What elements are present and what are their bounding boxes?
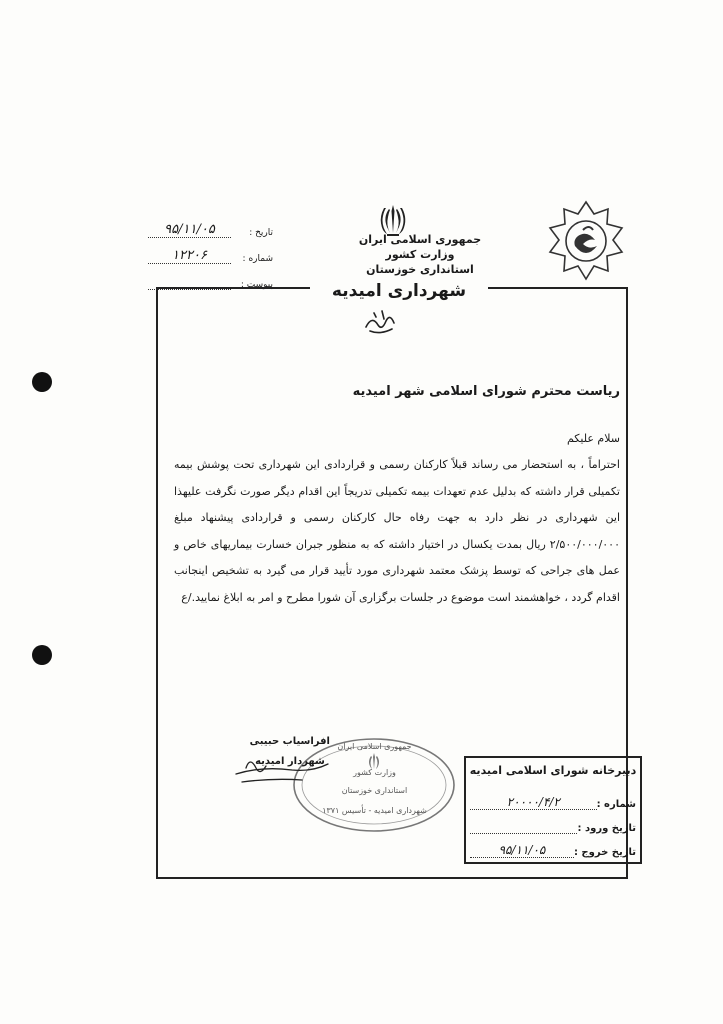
stamp-number-row bbox=[470, 790, 636, 810]
municipality-logo bbox=[545, 200, 627, 282]
stamp-title: دبیرخانه شورای اسلامی امیدیه bbox=[469, 764, 637, 777]
municipality-title: شهرداری امیدیه bbox=[310, 280, 488, 302]
stamp-exit-row bbox=[470, 838, 636, 858]
stamp-number-value: ۲۰۰۰۰/۴/۲ bbox=[470, 795, 597, 810]
stamp-exit-label: تاریخ خروج : bbox=[573, 847, 636, 858]
letterhead-country: جمهوری اسلامی ایران bbox=[358, 233, 482, 246]
stamp-number-label: شماره : bbox=[596, 799, 636, 810]
letterhead-ministry: وزارت کشور bbox=[385, 248, 455, 261]
signatory-title: شهردار امیدیه bbox=[255, 756, 325, 767]
letter-body: احتراماً ، به استحضار می رساند قبلاً کارکنان رسمی و قراردادی این شهرداری تحت پوشش بیمه تکمیلی قرار داشته که بدلیل عدم تعهدات بیمه تکمیلی تدریجاً این اقدام دیگر صورت نگرفت علیهذا این شهرداری در نظر دارد به جهت رفاه حال کارکنان رسمی و قراردادی پیشنهاد مبلغ ۲/۵۰۰/۰۰۰/۰۰۰ ریال بمدت یکسال در اختیار داشته که به منظور جبران خسارت بیماریهای خاص و عمل های جراحی که توسط پزشک معتمد شهرداری مورد تأیید قرار می گیرد به تشخیص اینجانب اقدام گردد ، خواهشمند است موضوع در جلسات برگزاری آن شورا مطرح و امر به ابلاغ نمایید./ع bbox=[174, 458, 620, 604]
seal-line-1: جمهوری اسلامی ایران bbox=[337, 742, 412, 751]
meta-date-row bbox=[148, 212, 273, 238]
bismillah-calligraphy-icon bbox=[360, 305, 400, 337]
meta-attachment-label: پیوست : bbox=[240, 280, 273, 290]
stamp-exit-value: ۹۵/۱۱/۰۵ bbox=[470, 843, 574, 858]
meta-date-value: ۹۵/۱۱/۰۵ bbox=[148, 222, 231, 238]
stamp-entry-row bbox=[470, 814, 636, 834]
signatory-name: افراسیاب حبیبی bbox=[249, 736, 330, 747]
handwritten-signature bbox=[232, 738, 342, 798]
stamp-entry-value bbox=[470, 833, 577, 834]
letterhead-governorate: استانداری خوزستان bbox=[366, 263, 474, 276]
meta-number-row bbox=[148, 238, 273, 264]
letterhead bbox=[345, 232, 495, 277]
meta-number-label: شماره : bbox=[242, 254, 273, 264]
letter-recipient: ریاست محترم شورای اسلامی شهر امیدیه bbox=[352, 384, 620, 399]
letter-meta bbox=[148, 212, 273, 290]
punch-hole-top bbox=[32, 372, 52, 392]
seal-line-2: وزارت کشور bbox=[353, 768, 396, 777]
seal-line-4: شهرداری امیدیه - تأسیس ۱۳۷۱ bbox=[322, 806, 427, 815]
meta-number-value: ۱۲۲۰۶ bbox=[148, 248, 231, 264]
punch-hole-bottom bbox=[32, 645, 52, 665]
letter-greeting: سلام علیکم bbox=[566, 432, 620, 445]
meta-date-label: تاریخ : bbox=[249, 228, 273, 238]
seal-line-3: استانداری خوزستان bbox=[341, 786, 408, 795]
stamp-entry-label: تاریخ ورود : bbox=[577, 823, 636, 834]
